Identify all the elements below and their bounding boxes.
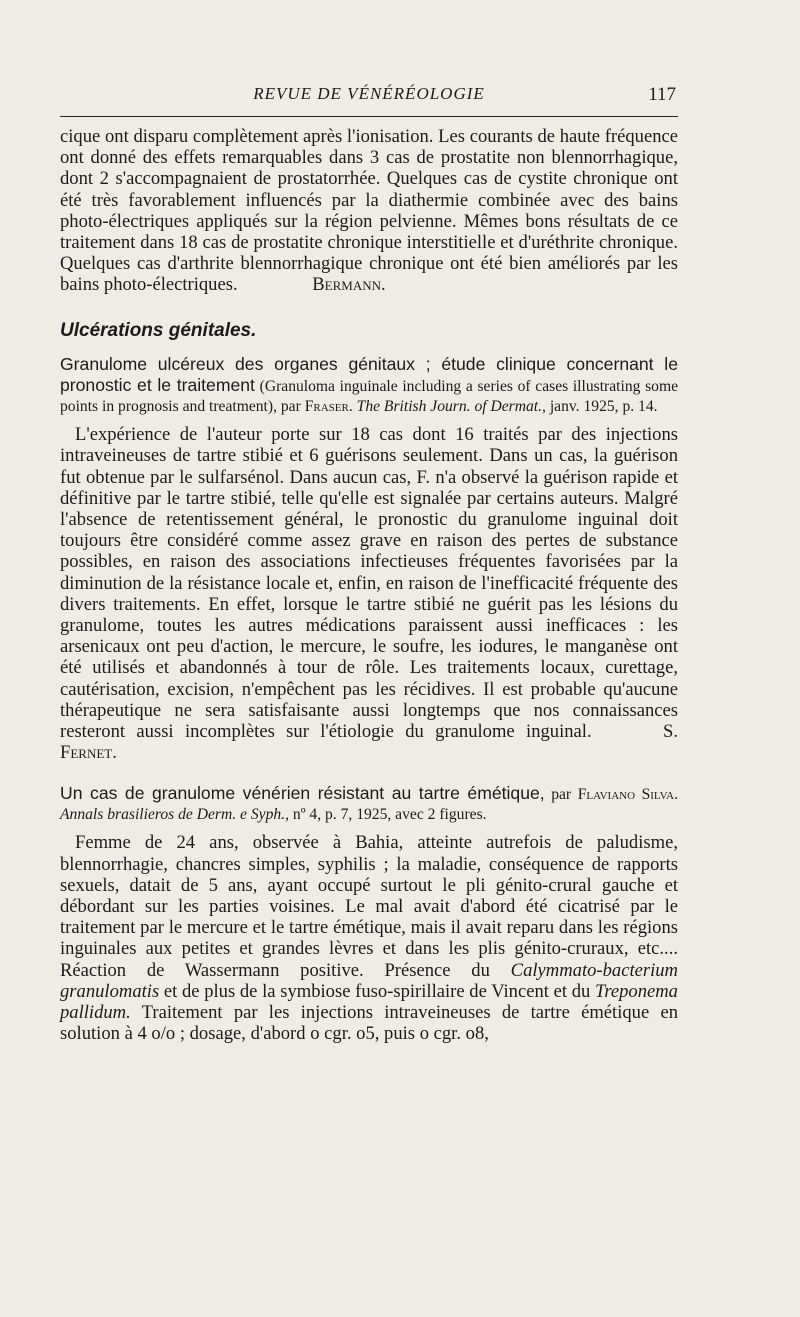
article2-body-3: Traitement par les injections intraveineuses de tartre émétique en solution à 4 o/o ; dosage, d'abord o cgr. o5, puis o cgr. o8,	[60, 1002, 678, 1045]
article2-abstract	[60, 832, 678, 1044]
article1-abstract	[60, 424, 678, 763]
article2-organism-2: Treponema pallidum.	[60, 980, 678, 1023]
article2-body-1: Femme de 24 ans, observée à Bahia, atteinte autrefois de paludisme, blennorrhagie, chancres simples, syphilis ; la maladie, conséquence de rapports sexuels, datait de 5 ans, ayant occupé surtout le pli génito-crural gauche et débordant sur les parties voisines. Le mal avait d'abord été cicatrisé par le traitement par le mercure et le tartre émétique, mais il avait reparu dans les régions inguinales aux petites et grandes lèvres et dans les plis génito-cruraux, etc.... Réaction de Wassermann positive. Présence du	[60, 832, 678, 981]
intro-paragraph	[60, 126, 678, 296]
running-title: REVUE DE VÉNÉRÉOLOGIE	[253, 84, 485, 103]
article2-organism-1: Calymmato-bacterium granulomatis	[60, 959, 678, 1002]
article1-heading	[60, 354, 678, 417]
article2-body-2: et de plus de la symbiose fuso-spirillaire de Vincent et du	[163, 980, 591, 1002]
article2-title: Un cas de granulome vénérien résistant au tartre émétique,	[60, 783, 545, 804]
page	[60, 78, 678, 1044]
article1-date: janv. 1925, p. 14.	[549, 397, 658, 415]
article2-details: nº 4, p. 7, 1925, avec 2 figures.	[292, 805, 487, 823]
page-number: 117	[648, 84, 676, 105]
article2-by: par	[551, 786, 572, 804]
intro-text: cique ont disparu complètement après l'ionisation. Les courants de haute fréquence ont donné des effets remarquables dans 3 cas de prostatite non blennorrhagique, dont 2 s'accompagnaient de prostatorrhée. Quelques cas de cystite chronique ont été très favorablement influencés par la diathermie combinée avec des bains photo-électriques appliqués sur la région pelvienne. Mêmes bons résultats de ce traitement dans 18 cas de prostatite chronique interstitielle et d'uréthrite chronique. Quelques cas d'arthrite blennorrhagique chronique ont été bien améliorés par les bains photo-électriques.	[60, 126, 678, 296]
article2-journal: Annals brasilieros de Derm. e Syph.,	[60, 805, 289, 823]
article1-author: Fraser.	[304, 397, 353, 415]
article1-title: Granulome ulcéreux des organes génitaux ; étude clinique concernant le pronostic et le traitement	[60, 353, 678, 396]
running-header	[60, 78, 678, 108]
section-title: Ulcérations génitales.	[60, 319, 257, 341]
article1-body: L'expérience de l'auteur porte sur 18 cas dont 16 traités par des injections intraveineuses de tartre stibié et 6 guérisons seulement. Dans un cas, la guérison fut obtenue par le sulfarsénol. Dans aucun cas, F. n'a observé la guérison rapide et définitive par le tartre stibié, telle qu'elle est signalée par certains auteurs. Malgré l'absence de retentissement général, le pronostic du granulome inguinal doit toujours être considéré comme assez grave en raison des pertes de substance possibles, en raison des associations infectieuses fréquentes favorisées par la diminution de la résistance locale et, enfin, en raison de l'inefficacité fréquente des divers traitements. En effet, lorsque le tartre stibié ne guérit pas les lésions du granulome, toutes les autres médications paraissent aussi inefficaces : les arsenicaux ont peu d'action, le mercure, le soufre, les iodures, le manganèse ont été utilisés et abandonnés à tour de rôle. Les traitements locaux, curettage, cautérisation, excision, n'empêchent pas les récidives. Il est probable qu'aucune thérapeutique ne sera satisfaisante aussi longtemps que nos connaissances resteront aussi incomplètes sur l'étiologie du granulome inguinal.	[60, 424, 678, 742]
intro-signature: Bermann.	[312, 274, 386, 296]
article2-heading	[60, 783, 678, 824]
article1-signature: S. Fernet.	[60, 720, 678, 764]
article1-journal: The British Journ. of Dermat.,	[356, 397, 546, 415]
article2-author: Flaviano Silva.	[577, 786, 678, 804]
article1-details: (Granuloma inguinale including a series of cases illustrating some points in prognosis and treatment), par	[60, 378, 678, 415]
header-rule	[60, 116, 678, 117]
